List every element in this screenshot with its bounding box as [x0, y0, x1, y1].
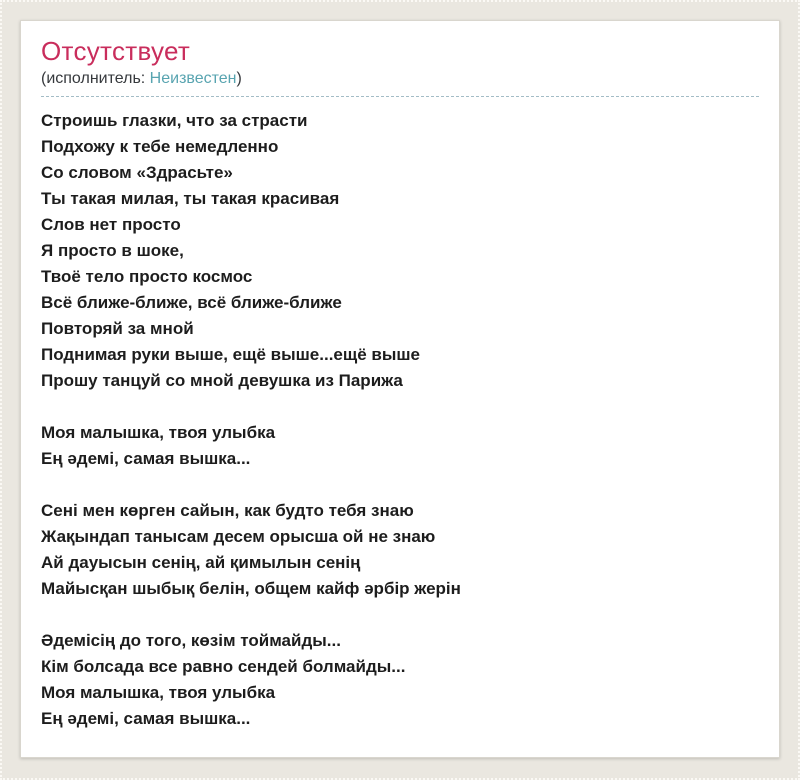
lyric-line: Ең әдемі, самая вышка... [41, 709, 251, 728]
lyric-line: Сені мен көрген сайын, как будто тебя знаю [41, 501, 414, 520]
lyric-line: Твоё тело просто космос [41, 267, 253, 286]
lyric-line: Всё ближе-ближе, всё ближе-ближе [41, 293, 342, 312]
lyric-line: Ты такая милая, ты такая красивая [41, 189, 340, 208]
lyric-line [41, 602, 759, 628]
lyric-line: Я просто в шоке, [41, 241, 184, 260]
lyric-line: Кім болсада все равно сендей болмайды... [41, 657, 406, 676]
lyric-line [41, 394, 759, 420]
song-title: Отсутствует [41, 36, 191, 66]
lyric-line: Повторяй за мной [41, 319, 194, 338]
lyric-line: Слов нет просто [41, 215, 181, 234]
lyric-line: Подхожу к тебе немедленно [41, 137, 279, 156]
artist-line [41, 69, 759, 97]
lyric-line: Поднимая руки выше, ещё выше...ещё выше [41, 345, 420, 364]
lyric-line: Жақындап танысам десем орысша ой не знаю [41, 527, 436, 546]
lyric-line [41, 472, 759, 498]
lyric-line: Майысқан шыбық белін, общем кайф әрбір жерін [41, 579, 461, 598]
lyric-line: Ең әдемі, самая вышка... [41, 449, 251, 468]
lyric-line: Прошу танцуй со мной девушка из Парижа [41, 371, 403, 390]
artist-line-suffix: ) [236, 70, 242, 87]
lyric-line: Моя малышка, твоя улыбка [41, 423, 276, 442]
lyrics-text [41, 108, 759, 732]
artist-label: (исполнитель: [41, 70, 150, 87]
lyric-line: Строишь глазки, что за страсти [41, 111, 308, 130]
lyric-line: Моя малышка, твоя улыбка [41, 683, 276, 702]
lyric-line: Ай дауысын сенің, ай қимылын сенің [41, 553, 361, 572]
artist-link[interactable]: Неизвестен [149, 70, 237, 87]
lyric-line: Әдемісің до того, көзім тоймайды... [41, 631, 341, 650]
lyric-line: Со словом «Здрасьте» [41, 163, 233, 182]
lyrics-card [20, 20, 780, 758]
